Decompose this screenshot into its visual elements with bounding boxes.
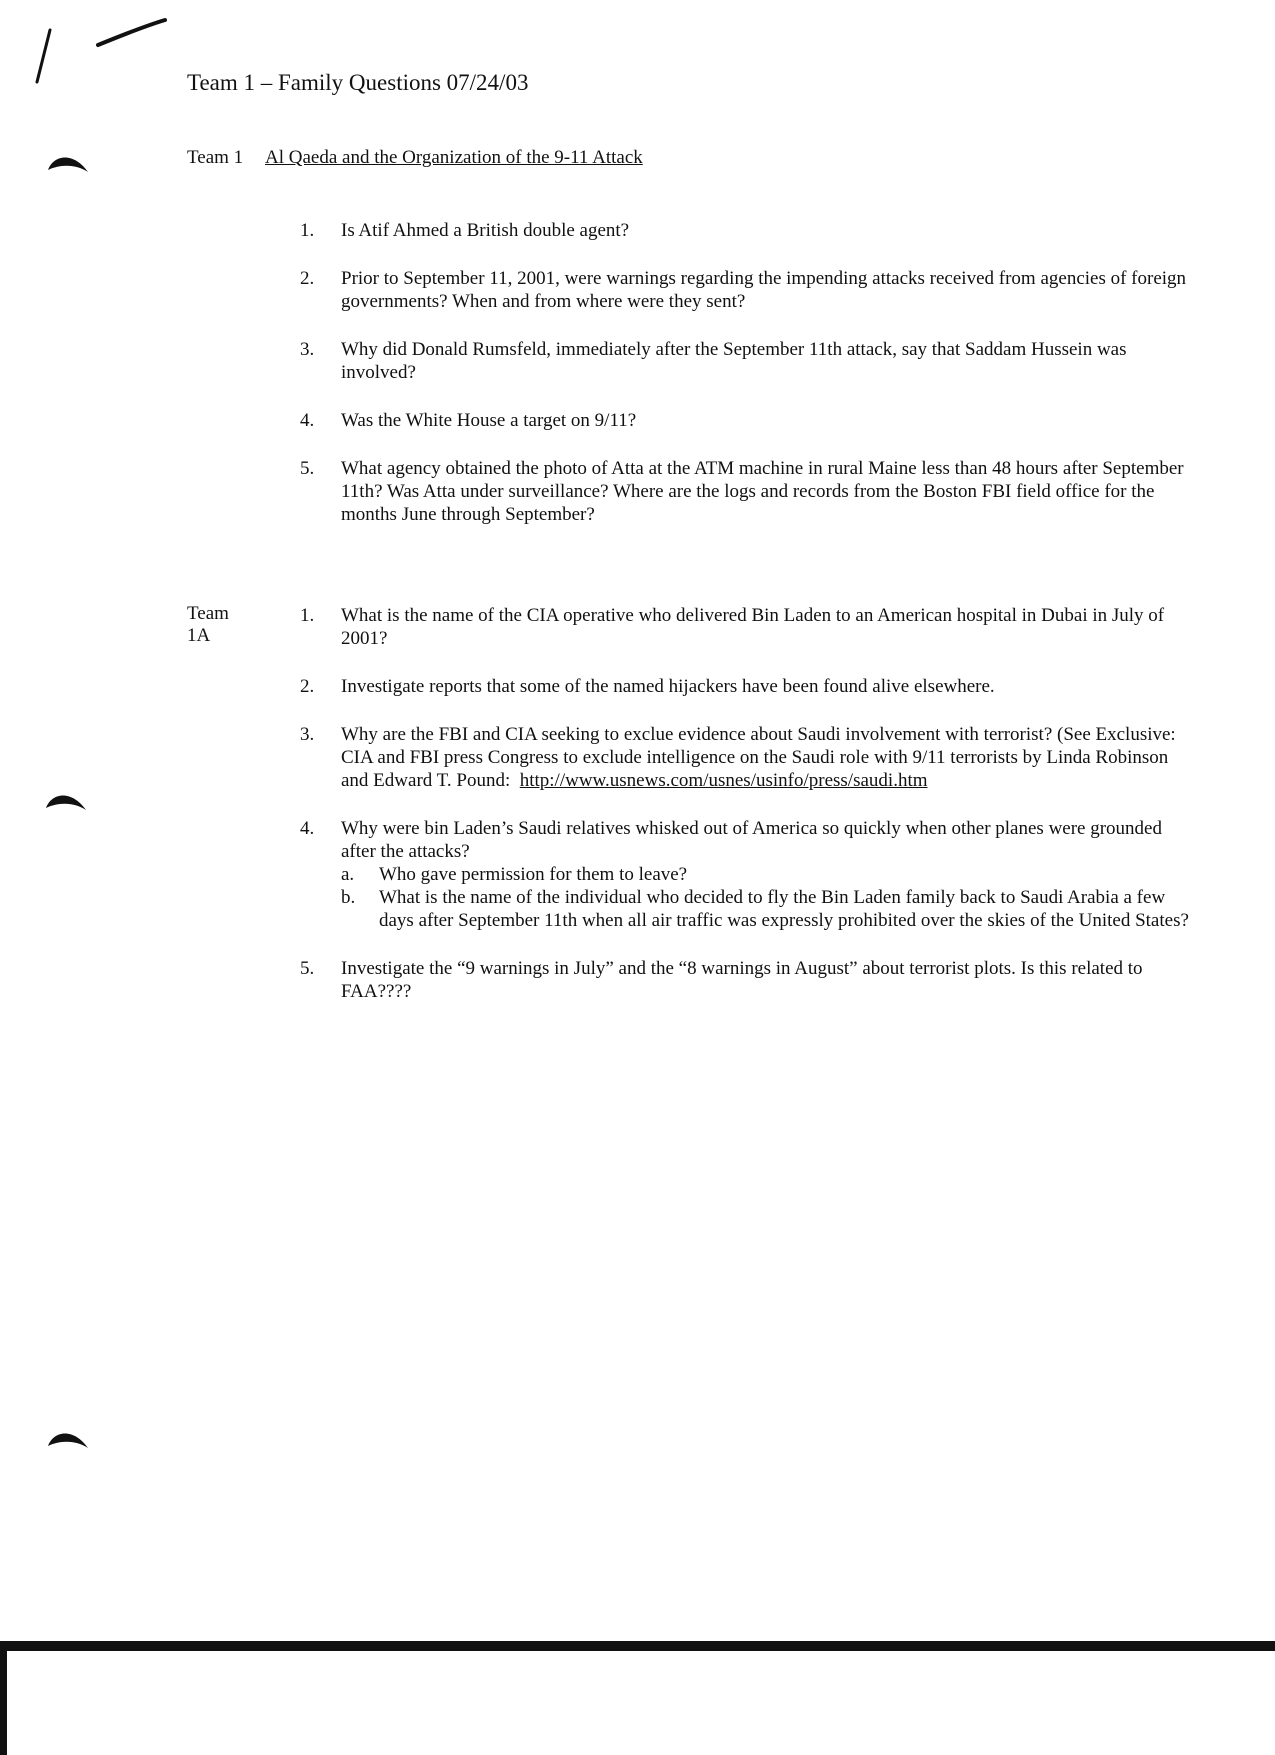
sub-list-item: a. Who gave permission for them to leave? <box>341 864 688 885</box>
team-label: Team 1 <box>187 147 244 168</box>
scan-edge-rule <box>0 1641 1275 1651</box>
section-heading: Al Qaeda and the Organization of the 9-11 Attack <box>265 147 643 168</box>
list-item: 4. Was the White House a target on 9/11? <box>300 410 637 431</box>
question-list-team-1a <box>300 604 1200 1003</box>
article-link[interactable]: http://www.usnews.com/usnes/usinfo/press/saudi.htm <box>519 770 928 791</box>
list-item: 4. Why were bin Laden’s Saudi relatives whisked out of America so quickly when other planes were grounded after the attacks? a. Who gave permission for them to leave? b. What is the name of the individual who decided to fly the Bin Laden family back to Saudi Arabia a few days after September 11th when all air traffic was expressly prohibited over the skies of the United States? <box>300 817 1200 932</box>
list-item: 1. What is the name of the CIA operative who delivered Bin Laden to an American hospital in Dubai in July of 2001? <box>300 605 1165 649</box>
question-list-team-1 <box>300 219 1200 526</box>
list-item: 3. Why are the FBI and CIA seeking to exclue evidence about Saudi involvement with terrorist? (See Exclusive: CIA and FBI press Congress to exclude intelligence on the Saudi role with 9/11 terrorists by Linda Robinson and Edward T. Pound: http://www.usnews.com/usnes/usinfo/press/saudi.htm <box>300 724 1176 791</box>
list-item: 3. Why did Donald Rumsfeld, immediately after the September 11th attack, say that Saddam Hussein was involved? <box>300 339 1127 383</box>
punch-hole-mark <box>44 788 88 814</box>
list-item: 2. Investigate reports that some of the named hijackers have been found alive elsewhere. <box>300 676 995 697</box>
punch-hole-mark <box>46 1426 90 1452</box>
handwritten-marks <box>0 0 200 100</box>
list-item: 5. What agency obtained the photo of Atta at the ATM machine in rural Maine less than 48 hours after September 11th? Was Atta under surveillance? Where are the logs and records from the Boston FBI field office for the months June through September? <box>300 458 1184 525</box>
scan-edge-left <box>0 1641 7 1755</box>
sub-list-item: b. What is the name of the individual who decided to fly the Bin Laden family back to Saudi Arabia a few days after September 11th when all air traffic was expressly prohibited over the skies of the United States? <box>341 887 1189 931</box>
list-item: 5. Investigate the “9 warnings in July” and the “8 warnings in August” about terrorist plots. Is this related to FAA???? <box>300 958 1143 1002</box>
page-title: Team 1 – Family Questions 07/24/03 <box>187 70 529 95</box>
sub-question-list <box>300 863 1200 932</box>
list-item: 1. Is Atif Ahmed a British double agent? <box>300 220 630 241</box>
team-label: Team 1A <box>187 603 229 646</box>
list-item: 2. Prior to September 11, 2001, were warnings regarding the impending attacks received from agencies of foreign governments? When and from where were they sent? <box>300 268 1187 312</box>
punch-hole-mark <box>46 150 90 176</box>
